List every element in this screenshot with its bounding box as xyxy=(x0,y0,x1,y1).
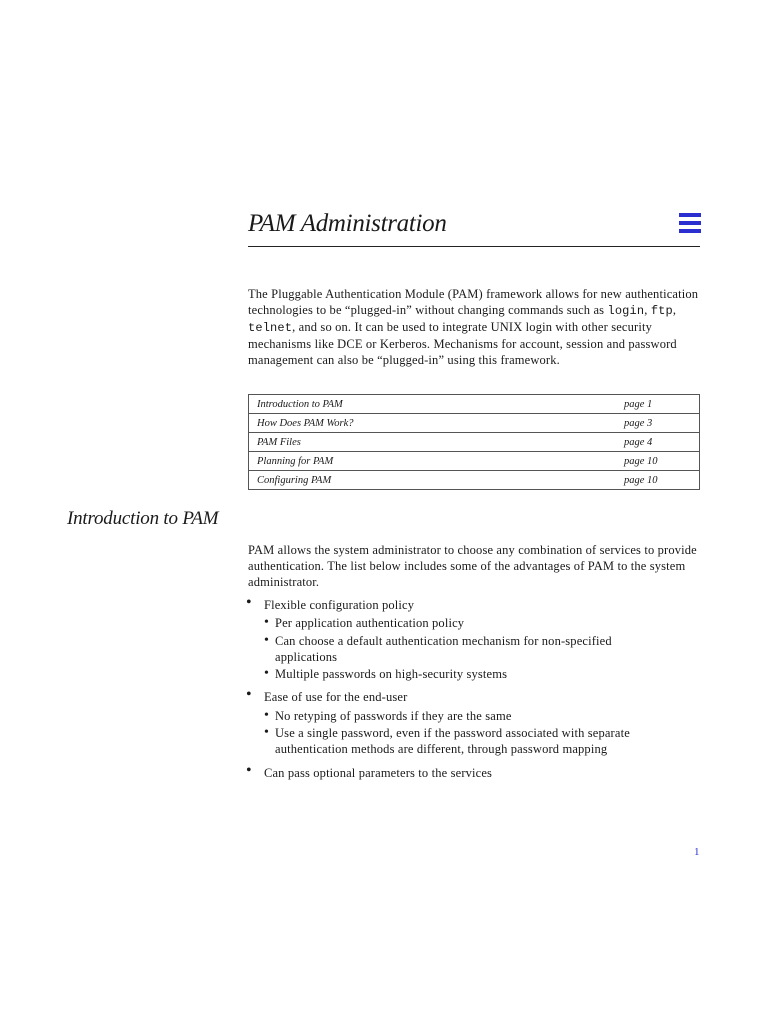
bullet-icon: • xyxy=(264,725,270,740)
command-ftp: ftp xyxy=(650,304,673,318)
command-telnet: telnet xyxy=(248,321,293,335)
toc-entry-page[interactable]: page 1 xyxy=(616,395,700,414)
toc-entry-title[interactable]: How Does PAM Work? xyxy=(249,414,617,433)
toc-entry-title[interactable]: Introduction to PAM xyxy=(249,395,617,414)
bullet-icon: • xyxy=(246,762,252,779)
bullet-icon: • xyxy=(264,666,270,681)
page-number: 1 xyxy=(694,846,700,858)
list-item: • Use a single password, even if the password associated with separate authentication methods are different, through password mapping xyxy=(264,725,630,756)
list-item: • Ease of use for the end-user xyxy=(246,686,408,704)
table-of-contents xyxy=(248,394,700,490)
toc-row[interactable] xyxy=(249,452,700,471)
toc-row[interactable] xyxy=(249,433,700,452)
toc-entry-page[interactable]: page 4 xyxy=(616,433,700,452)
list-item: • Multiple passwords on high-security systems xyxy=(264,666,508,681)
toc-entry-page[interactable]: page 3 xyxy=(616,414,700,433)
toc-entry-page[interactable]: page 10 xyxy=(616,452,700,471)
list-item: • Per application authentication policy xyxy=(264,615,465,630)
list-item: • No retyping of passwords if they are the same xyxy=(264,708,512,723)
toc-entry-page[interactable]: page 10 xyxy=(616,471,700,490)
toc-row[interactable] xyxy=(249,471,700,490)
chapter-title: PAM Administration xyxy=(248,210,447,237)
bullet-icon: • xyxy=(246,686,252,703)
list-item: • Flexible configuration policy xyxy=(246,594,415,612)
section-title: Introduction to PAM xyxy=(67,508,219,529)
intro-paragraph: The Pluggable Authentication Module (PAM) framework allows for new authentication technologies to be “plugged-in” without changing commands such as login, ftp, telnet, and so on. It can be used to integrate UNIX login with other security mechanisms like DCE or Kerberos. Mechanisms for account, session and password management can also be “plugged-in” using this framework. xyxy=(248,287,699,367)
toc-entry-title[interactable]: Configuring PAM xyxy=(249,471,617,490)
command-login: login xyxy=(607,304,645,318)
toc-row[interactable] xyxy=(249,414,700,433)
toc-entry-title[interactable]: PAM Files xyxy=(249,433,617,452)
toc-row[interactable] xyxy=(249,395,700,414)
bullet-icon: • xyxy=(264,633,270,648)
bullet-icon: • xyxy=(264,615,270,630)
list-item: • Can choose a default authentication mechanism for non-specified applications xyxy=(264,633,612,664)
bullet-icon: • xyxy=(264,708,270,723)
section-intro-paragraph: PAM allows the system administrator to choose any combination of services to provide authentication. The list below includes some of the advantages of PAM to the system administrator. xyxy=(248,543,697,589)
toc-entry-title[interactable]: Planning for PAM xyxy=(249,452,617,471)
hamburger-menu-icon[interactable] xyxy=(679,213,701,233)
title-divider xyxy=(248,246,700,247)
bullet-icon: • xyxy=(246,594,252,611)
list-item: • Can pass optional parameters to the services xyxy=(246,762,493,780)
